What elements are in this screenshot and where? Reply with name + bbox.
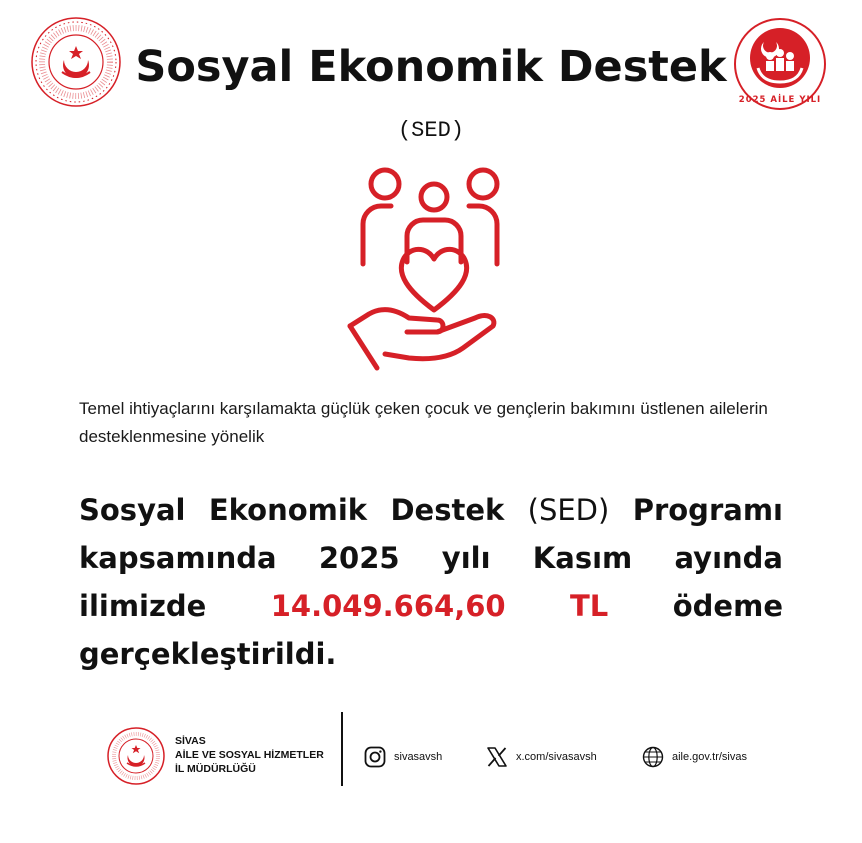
payment-amount: 14.049.664,60 TL <box>270 589 609 623</box>
x-link[interactable] <box>486 744 597 770</box>
website-label: aile.gov.tr/sivas <box>672 751 747 763</box>
footer-seal-icon <box>106 726 166 786</box>
statement-ending: ödeme gerçekleştirildi. <box>79 589 783 671</box>
footer-org-name: AİLE VE SOSYAL HİZMETLER <box>175 749 324 761</box>
program-name: Sosyal Ekonomik Destek <box>79 493 505 527</box>
footer <box>0 712 862 802</box>
footer-organization <box>175 734 324 776</box>
instagram-icon <box>364 746 386 768</box>
statement-body: Programı kapsamında 2025 yılı Kasım ayında ilimizde <box>79 493 783 623</box>
program-abbreviation: (SED) <box>527 493 610 527</box>
website-link[interactable] <box>642 744 747 770</box>
footer-org-unit: İL MÜDÜRLÜĞÜ <box>175 763 256 775</box>
payment-statement <box>79 486 783 678</box>
family-heart-hand-icon <box>345 162 515 380</box>
globe-icon <box>642 746 664 768</box>
page-title: Sosyal Ekonomik Destek <box>135 42 727 92</box>
instagram-link[interactable] <box>364 744 442 770</box>
x-label: x.com/sivasavsh <box>516 751 597 763</box>
page-subtitle: (SED) <box>397 118 464 143</box>
footer-divider <box>341 712 343 786</box>
x-logo-icon <box>486 746 508 768</box>
svg-text:2025 AİLE YILI: 2025 AİLE YILI <box>738 95 822 105</box>
footer-org-city: SİVAS <box>175 735 206 747</box>
intro-text: Temel ihtiyaçlarını karşılamakta güçlük çeken çocuk ve gençlerin bakımını üstlenen ailelerin desteklenmesine yönelik <box>79 399 768 446</box>
instagram-label: sivasavsh <box>394 751 443 763</box>
